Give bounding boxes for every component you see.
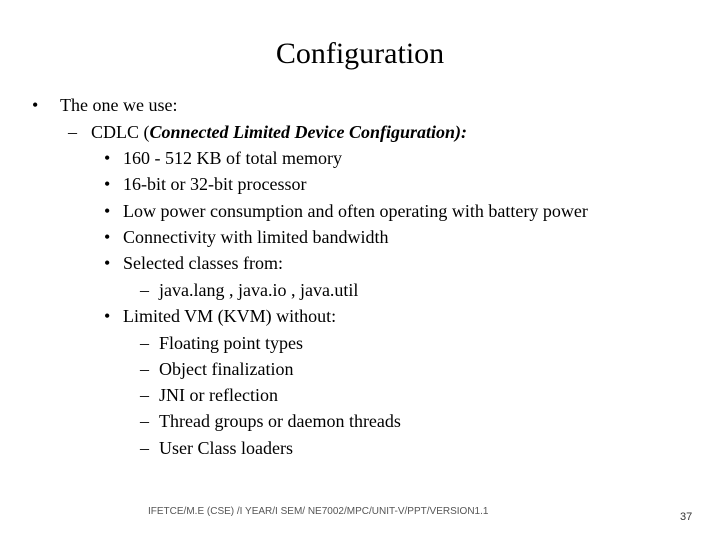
list-item: Selected classes from: [123, 253, 283, 273]
list-item: User Class loaders [159, 438, 293, 458]
list-item: 160 - 512 KB of total memory [123, 148, 342, 168]
list-item: Object finalization [159, 359, 294, 379]
dash-icon: – [68, 122, 77, 142]
page-number: 37 [680, 511, 693, 523]
list-item: Low power consumption and often operating with battery power [123, 201, 588, 221]
list-item: 16-bit or 32-bit processor [123, 174, 307, 194]
dash-icon: – [140, 385, 149, 405]
list-item: java.lang , java.io , java.util [159, 280, 359, 300]
list-item: Connectivity with limited bandwidth [123, 227, 389, 247]
slide-title: Configuration [275, 37, 445, 70]
cdlc-suffix: ): [454, 122, 467, 142]
bullet-dot-icon: • [104, 201, 111, 221]
dash-icon: – [140, 280, 149, 300]
list-item: Floating point types [159, 333, 303, 353]
list-item: Thread groups or daemon threads [159, 411, 401, 431]
bullet-dot-icon: • [104, 253, 111, 273]
bullet-dot-icon: • [104, 227, 111, 247]
cdlc-prefix: CDLC ( [91, 122, 150, 142]
slide-footer: IFETCE/M.E (CSE) /I YEAR/I SEM/ NE7002/MPC/UNIT-V/PPT/VERSION1.1 [148, 506, 489, 517]
list-item: Limited VM (KVM) without: [123, 306, 337, 326]
bullet-dot-icon: • [104, 306, 111, 326]
dash-icon: – [140, 438, 149, 458]
dash-icon: – [140, 333, 149, 353]
bullet-dot-icon: • [104, 148, 111, 168]
dash-icon: – [140, 359, 149, 379]
list-item: JNI or reflection [159, 385, 278, 405]
bullet-level2 [91, 121, 467, 143]
bullet-dot-icon: • [32, 95, 39, 115]
bullet-level1: The one we use: [60, 95, 178, 115]
dash-icon: – [140, 411, 149, 431]
bullet-dot-icon: • [104, 174, 111, 194]
cdlc-full-name: Connected Limited Device Configuration [149, 122, 455, 142]
